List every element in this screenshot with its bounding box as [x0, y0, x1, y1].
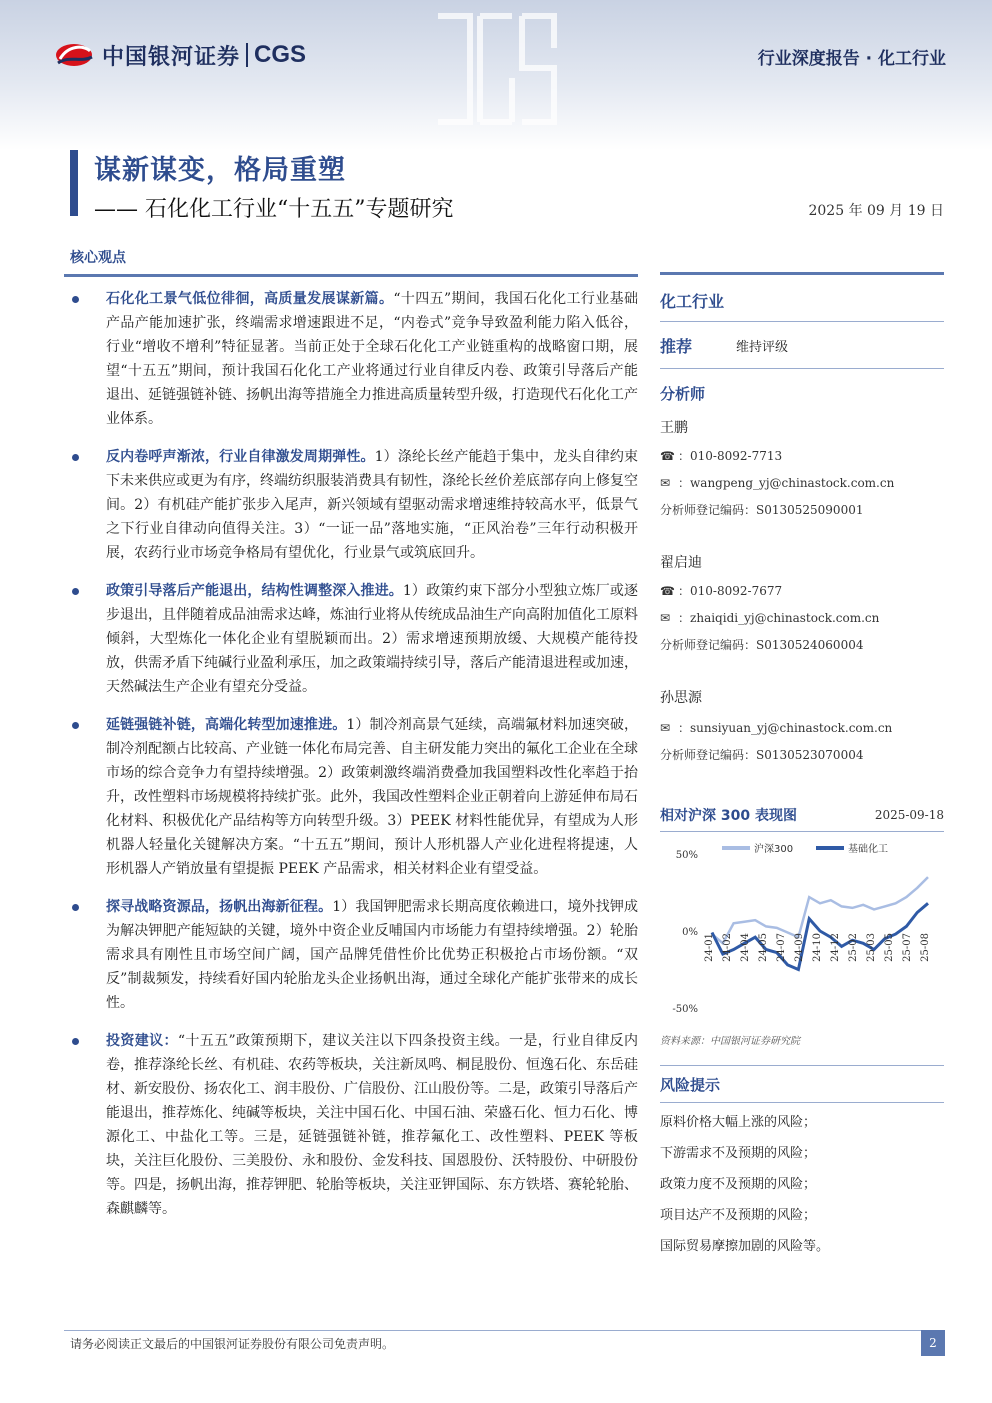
analyst-phone-row: ☎ ： 010-8092-7713	[660, 448, 783, 463]
footer-rule	[64, 1330, 944, 1331]
bullet-text: “十五五”政策预期下，建议关注以下四条投资主线。一是，行业自律反内卷，推荐涤纶长丝、有机硅、农药等板块，关注新凤鸣、桐昆股份、恒逸石化、东岳硅材、新安股份、扬农化工、润丰股份、广信股份、江山股份等。二是，政策引导落后产能退出，推荐炼化、纯碱等板块，关注中国石化、中国石油、荣盛石化、恒力石化、博源化工、中盐化工等。三是，延链强链补链，推荐氟化工、改性塑料、PEEK 等板块，关注巨化股份、三美股份、永和股份、金发科技、国恩股份、沃特股份、中研股份等。四是，扬帆出海，推荐钾肥、轮胎等板块，关注亚钾国际、东方铁塔、赛轮轮胎、森麒麟等。	[106, 1033, 638, 1217]
divider	[660, 1102, 944, 1103]
chart-date: 2025-09-18	[874, 808, 944, 822]
core-view-rule	[64, 274, 638, 277]
divider	[660, 1065, 944, 1066]
core-view-list	[64, 287, 638, 1235]
core-bullet	[64, 287, 638, 431]
bullet-text: 1）我国钾肥需求长期高度依赖进口，境外找钾成为解决钾肥产能短缺的关键，境外中资企业反哺国内市场能力有望持续增强。2）轮胎需求具有刚性且市场空间广阔，国产品牌凭借性价比优势正积极抢占市场份额。“双反”制裁频发，持续看好国内轮胎龙头企业扬帆出海，通过全球化产能扩张带来的成长性。	[106, 899, 639, 1011]
rating-value: 维持评级	[736, 339, 789, 355]
sidebar	[660, 272, 944, 1262]
x-tick-label: 25-07	[902, 933, 913, 962]
risk-item: 政策力度不及预期的风险；	[660, 1177, 817, 1192]
risk-item: 下游需求不及预期的风险；	[660, 1146, 817, 1161]
core-bullet	[64, 1029, 638, 1221]
analyst-phone: 010-8092-7713	[690, 448, 783, 463]
analyst-header: 分析师	[660, 385, 706, 403]
analyst-email[interactable]: zhaiqidi_yj@chinastock.com.cn	[690, 610, 880, 625]
performance-chart	[660, 838, 944, 1028]
core-bullet	[64, 579, 638, 699]
y-tick-label: 0%	[682, 927, 698, 938]
analyst-card	[660, 552, 944, 653]
analyst-reg: 分析师登记编码：S0130524060004	[660, 638, 864, 652]
chart-source: 资料来源：中国银河证券研究院	[660, 1036, 800, 1047]
cgs-watermark	[430, 8, 560, 130]
y-tick-label: 50%	[675, 850, 698, 861]
analyst-reg: 分析师登记编码：S0130525090001	[660, 503, 864, 517]
bullet-lead: 政策引导落后产能退出，结构性调整深入推进。	[106, 583, 403, 599]
bullet-text: “十四五”期间，我国石化化工行业基础产品产能加速扩张，终端需求增速跟进不足，“内卷式”竞争导致盈利能力陷入低谷，行业“增收不增利”特征显著。当前正处于全球石化化工产业链重构的战略窗口期，展望“十五五”期间，预计我国石化化工产业将通过行业自律反内卷、政策引导落后产能退出、延链强链补链、扬帆出海等措施全力推进高质量转型升级，打造现代石化化工产业体系。	[106, 291, 638, 427]
bullet-lead: 反内卷呼声渐浓，行业自律激发周期弹性。	[106, 449, 375, 465]
analyst-email-row: ✉ ： zhaiqidi_yj@chinastock.com.cn	[660, 610, 880, 625]
page-number: 2	[921, 1330, 945, 1356]
analyst-phone-row: ☎ ： 010-8092-7677	[660, 583, 783, 598]
brand-logo	[54, 38, 306, 72]
core-bullet	[64, 445, 638, 565]
analyst-name: 王鹏	[660, 420, 688, 436]
x-tick-label: 25-05	[884, 933, 895, 962]
bullet-text: 1）制冷剂高景气延续，高端氟材料加速突破，制冷剂配额占比较高、产业链一体化布局完善、自主研发能力突出的氟化工企业在全球市场的综合竞争力有望持续增强。2）政策刺激终端消费叠加我国塑料改性化率趋于抬升，改性塑料市场规模将持续扩张。此外，我国改性塑料企业正朝着向上游延伸布局石化材料、积极优化产品结构等方向转型升级。3）PEEK 材料性能优异，有望成为人形机器人轻量化关键解决方案。“十五五”期间，预计人形机器人产业化进程将提速，人形机器人产销放量有望提振 PEEK 产品需求，相关材料企业有望受益。	[106, 717, 639, 877]
x-tick-label: 25-08	[920, 933, 931, 962]
logo-text-cn: 中国银河证券	[102, 44, 241, 70]
bullet-dot-icon	[72, 588, 79, 595]
bullet-dot-icon	[72, 454, 79, 461]
logo-text-en: CGS	[254, 41, 307, 68]
bullet-dot-icon	[72, 1038, 79, 1045]
x-tick-label: 24-02	[722, 933, 733, 962]
risk-list	[660, 1107, 944, 1262]
footer-disclaimer: 请务必阅读正文最后的中国银河证券股份有限公司免责声明。	[70, 1337, 395, 1351]
analyst-email[interactable]: wangpeng_yj@chinastock.com.cn	[690, 475, 895, 490]
chart-header	[660, 805, 944, 825]
bullet-lead: 投资建议：	[106, 1033, 178, 1049]
x-tick-label: 24-10	[812, 933, 823, 962]
bullet-dot-icon	[72, 722, 79, 729]
y-tick-label: -50%	[672, 1004, 698, 1015]
divider	[660, 831, 944, 832]
title-accent-bar	[70, 150, 78, 216]
rating-row	[660, 322, 944, 368]
divider	[660, 368, 944, 369]
bullet-dot-icon	[72, 904, 79, 911]
report-type: 行业深度报告 · 化工行业	[757, 49, 946, 69]
x-tick-label: 25-02	[848, 933, 859, 962]
analyst-card	[660, 687, 944, 763]
core-view-label: 核心观点	[70, 250, 126, 266]
bullet-lead: 探寻战略资源品，扬帆出海新征程。	[106, 899, 333, 915]
phone-icon: ☎	[660, 583, 675, 598]
x-tick-label: 24-07	[776, 933, 787, 962]
analyst-reg: 分析师登记编码：S0130523070004	[660, 748, 864, 762]
chart-title: 相对沪深 300 表现图	[660, 808, 797, 824]
report-date: 2025 年 09 月 19 日	[808, 203, 944, 219]
email-icon: ✉	[660, 475, 671, 490]
risk-item: 项目达产不及预期的风险；	[660, 1208, 817, 1223]
x-tick-label: 24-04	[740, 933, 751, 962]
legend-label: 基础化工	[848, 844, 888, 855]
bullet-dot-icon	[72, 296, 79, 303]
analyst-phone: 010-8092-7677	[690, 583, 783, 598]
page-title: 谋新谋变，格局重塑	[94, 155, 346, 186]
analyst-email-row: ✉ ： sunsiyuan_yj@chinastock.com.cn	[660, 720, 893, 735]
rating-key: 推荐	[660, 336, 693, 356]
analyst-name: 翟启迪	[660, 555, 702, 571]
x-tick-label: 24-12	[830, 933, 841, 962]
core-bullet	[64, 713, 638, 881]
sidebar-top-rule	[660, 272, 944, 275]
bullet-text: 1）政策约束下部分小型独立炼厂或逐步退出，且伴随着成品油需求达峰，炼油行业将从传统成品油生产向高附加值化工原料倾斜，大型炼化一体化企业有望脱颖而出。2）需求增速预期放缓、大规模产能待投放，供需矛盾下纯碱行业盈利承压，加之政策端持续引导，落后产能清退进程或加速，天然碱法生产企业有望充分受益。	[106, 583, 638, 695]
core-bullet	[64, 895, 638, 1015]
risk-item: 国际贸易摩擦加剧的风险等。	[660, 1239, 830, 1254]
risk-header: 风险提示	[660, 1076, 721, 1094]
analyst-card	[660, 417, 944, 518]
email-icon: ✉	[660, 610, 671, 625]
bullet-lead: 石化化工景气低位徘徊，高质量发展谋新篇。	[106, 291, 394, 307]
galaxy-logo-icon	[54, 39, 94, 71]
page-subtitle: —— 石化化工行业“十五五”专题研究	[94, 197, 454, 222]
analyst-email[interactable]: sunsiyuan_yj@chinastock.com.cn	[690, 720, 893, 735]
email-icon: ✉	[660, 720, 671, 735]
industry-label: 化工行业	[660, 292, 725, 311]
bullet-text: 1）涤纶长丝产能趋于集中，龙头自律约束下未来供应或更为有序，终端纺织服装消费具有韧性，涤纶长丝价差底部存向上修复空间。2）有机硅产能扩张步入尾声，新兴领域有望驱动需求增速维持较高水平，低景气之下行业自律动向值得关注。3）“一证一品”落地实施，“正风治卷”三年行动积极开展，农药行业市场竞争格局有望优化，行业景气或筑底回升。	[106, 449, 639, 561]
risk-item: 原料价格大幅上涨的风险；	[660, 1115, 817, 1130]
bullet-lead: 延链强链补链，高端化转型加速推进。	[106, 717, 347, 733]
legend-label: 沪深300	[754, 844, 794, 855]
x-tick-label: 24-05	[758, 933, 769, 962]
x-tick-label: 24-09	[794, 933, 805, 962]
phone-icon: ☎	[660, 448, 675, 463]
analyst-name: 孙思源	[660, 690, 702, 706]
analyst-email-row: ✉ ： wangpeng_yj@chinastock.com.cn	[660, 475, 895, 490]
x-tick-label: 24-01	[704, 933, 715, 962]
x-tick-label: 25-03	[866, 933, 877, 962]
logo-divider	[246, 43, 248, 67]
